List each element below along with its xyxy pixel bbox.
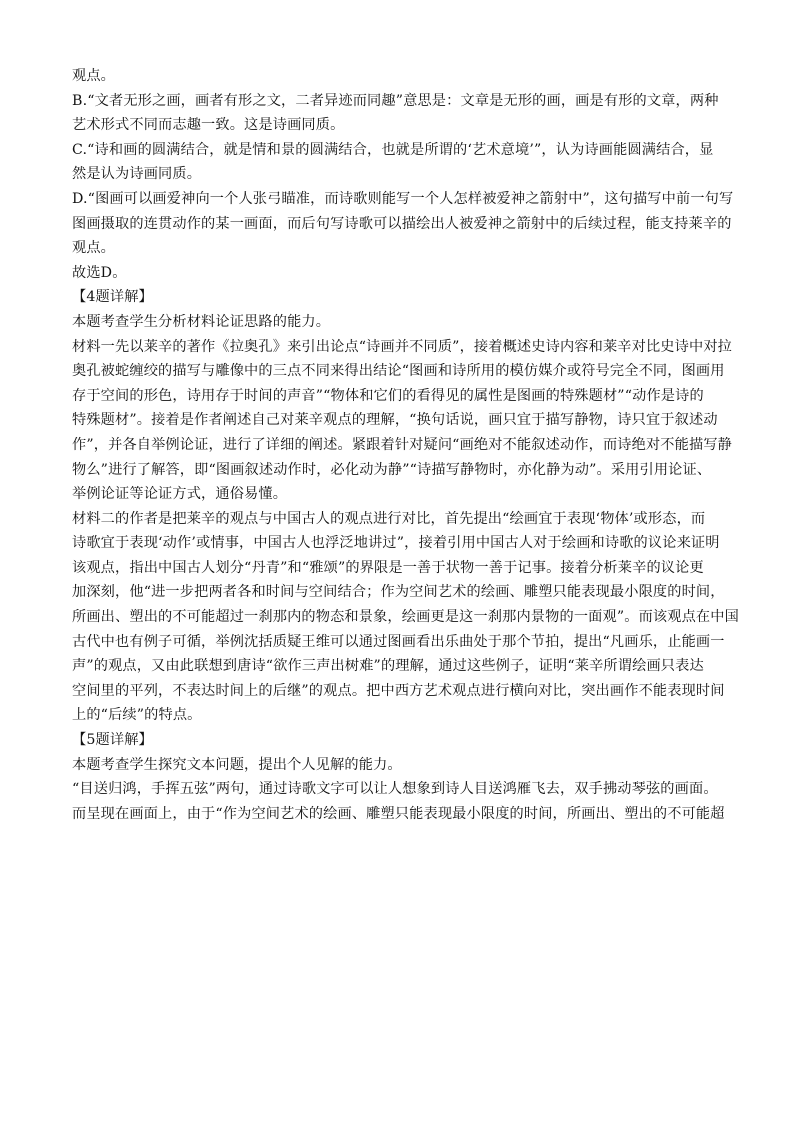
text-line: 该观点，指出中国古人划分“丹青”和“雅颂”的界限是一善于状物一善于记事。接着分析莱辛的议论更 xyxy=(72,559,704,576)
text-line: 艺术形式不同而志趣一致。这是诗画同质。 xyxy=(72,117,345,134)
text-line: 本题考查学生分析材料论证思路的能力。 xyxy=(72,313,331,330)
text-line: B.“文者无形之画，画者有形之文，二者异迹而同趣”意思是：文章是无形的画，画是有形的文章，两种 xyxy=(72,92,719,109)
text-line: 观点。 xyxy=(72,240,116,257)
text-line: 所画出、塑出的不可能超过一刹那内的物态和景象，绘画更是这一刹那内景物的一面观”。而该观点在中国 xyxy=(72,609,739,626)
text-line: 上的“后续”的特点。 xyxy=(72,707,202,724)
text-line: 本题考查学生探究文本问题，提出个人见解的能力。 xyxy=(72,756,402,773)
text-line: 材料二的作者是把莱辛的观点与中国古人的观点进行对比，首先提出“绘画宜于表现‘物体’或形态，而 xyxy=(72,510,706,527)
text-line: D.“图画可以画爱神向一个人张弓瞄准，而诗歌则能写一个人怎样被爱神之箭射中”，这句描写中前一句写 xyxy=(72,190,734,207)
section-heading: 【5题详解】 xyxy=(72,732,153,749)
text-line: 而呈现在画面上，由于“作为空间艺术的绘画、雕塑只能表现最小限度的时间，所画出、塑出的不可能超 xyxy=(72,805,725,822)
text-line: 图画摄取的连贯动作的某一画面，而后句写诗歌可以描绘出人被爱神之箭射中的后续过程，能支持莱辛的 xyxy=(72,215,732,232)
text-line: 作”，并各自举例论证，进行了详细的阐述。紧跟着针对疑问“画绝对不能叙述动作，而诗绝对不能描写静 xyxy=(72,436,732,453)
text-line: “目送归鸿，手挥五弦”两句，通过诗歌文字可以让人想象到诗人目送鸿雁飞去，双手拂动琴弦的画面。 xyxy=(72,781,718,798)
text-line: 举例论证等论证方式，通俗易懂。 xyxy=(72,486,288,503)
document-page xyxy=(72,64,739,826)
text-line: 声”的观点，又由此联想到唐诗“欲作三声出树难”的理解，通过这些例子，证明“莱辛所谓绘画只表达 xyxy=(72,658,704,675)
text-line: 故选D。 xyxy=(72,264,127,281)
section-heading: 【4题详解】 xyxy=(72,289,153,306)
text-line: 加深刻，他“进一步把两者各和时间与空间结合；作为空间艺术的绘画、雕塑只能表现最小限度的时间， xyxy=(72,584,725,601)
text-line: 然是认为诗画同质。 xyxy=(72,166,202,183)
text-line: 材料一先以莱辛的著作《拉奥孔》来引出论点“诗画并不同质”，接着概述史诗内容和莱辛对比史诗中对拉 xyxy=(72,338,732,355)
text-line: 古代中也有例子可循，举例沈括质疑王维可以通过图画看出乐曲处于那个节拍，提出“凡画乐，止能画一 xyxy=(72,633,725,650)
text-line: 观点。 xyxy=(72,68,116,84)
text-line: 物么”进行了解答，即“图画叙述动作时，必化动为静”“诗描写静物时，亦化静为动”。采用引用论证、 xyxy=(72,461,712,478)
text-line: 存于空间的形色，诗用存于时间的声音”“物体和它们的看得见的属性是图画的特殊题材”“动作是诗的 xyxy=(72,387,704,404)
text-line: 诗歌宜于表现‘动作’或情事，中国古人也浮泛地讲过”，接着引用中国古人对于绘画和诗歌的议论来证明 xyxy=(72,535,720,552)
text-line: 特殊题材”。接着是作者阐述自己对莱辛观点的理解，“换句话说，画只宜于描写静物，诗只宜于叙述动 xyxy=(72,412,718,429)
text-line: C.“诗和画的圆满结合，就是情和景的圆满结合，也就是所谓的‘艺术意境’”，认为诗画能圆满结合，显 xyxy=(72,141,714,158)
text-line: 空间里的平列，不表达时间上的后继”的观点。把中西方艺术观点进行横向对比，突出画作不能表现时间 xyxy=(72,682,725,699)
text-line: 奥孔被蛇缠绞的描写与雕像中的三点不同来得出结论“图画和诗所用的模仿媒介或符号完全不同，图画用 xyxy=(72,363,725,380)
